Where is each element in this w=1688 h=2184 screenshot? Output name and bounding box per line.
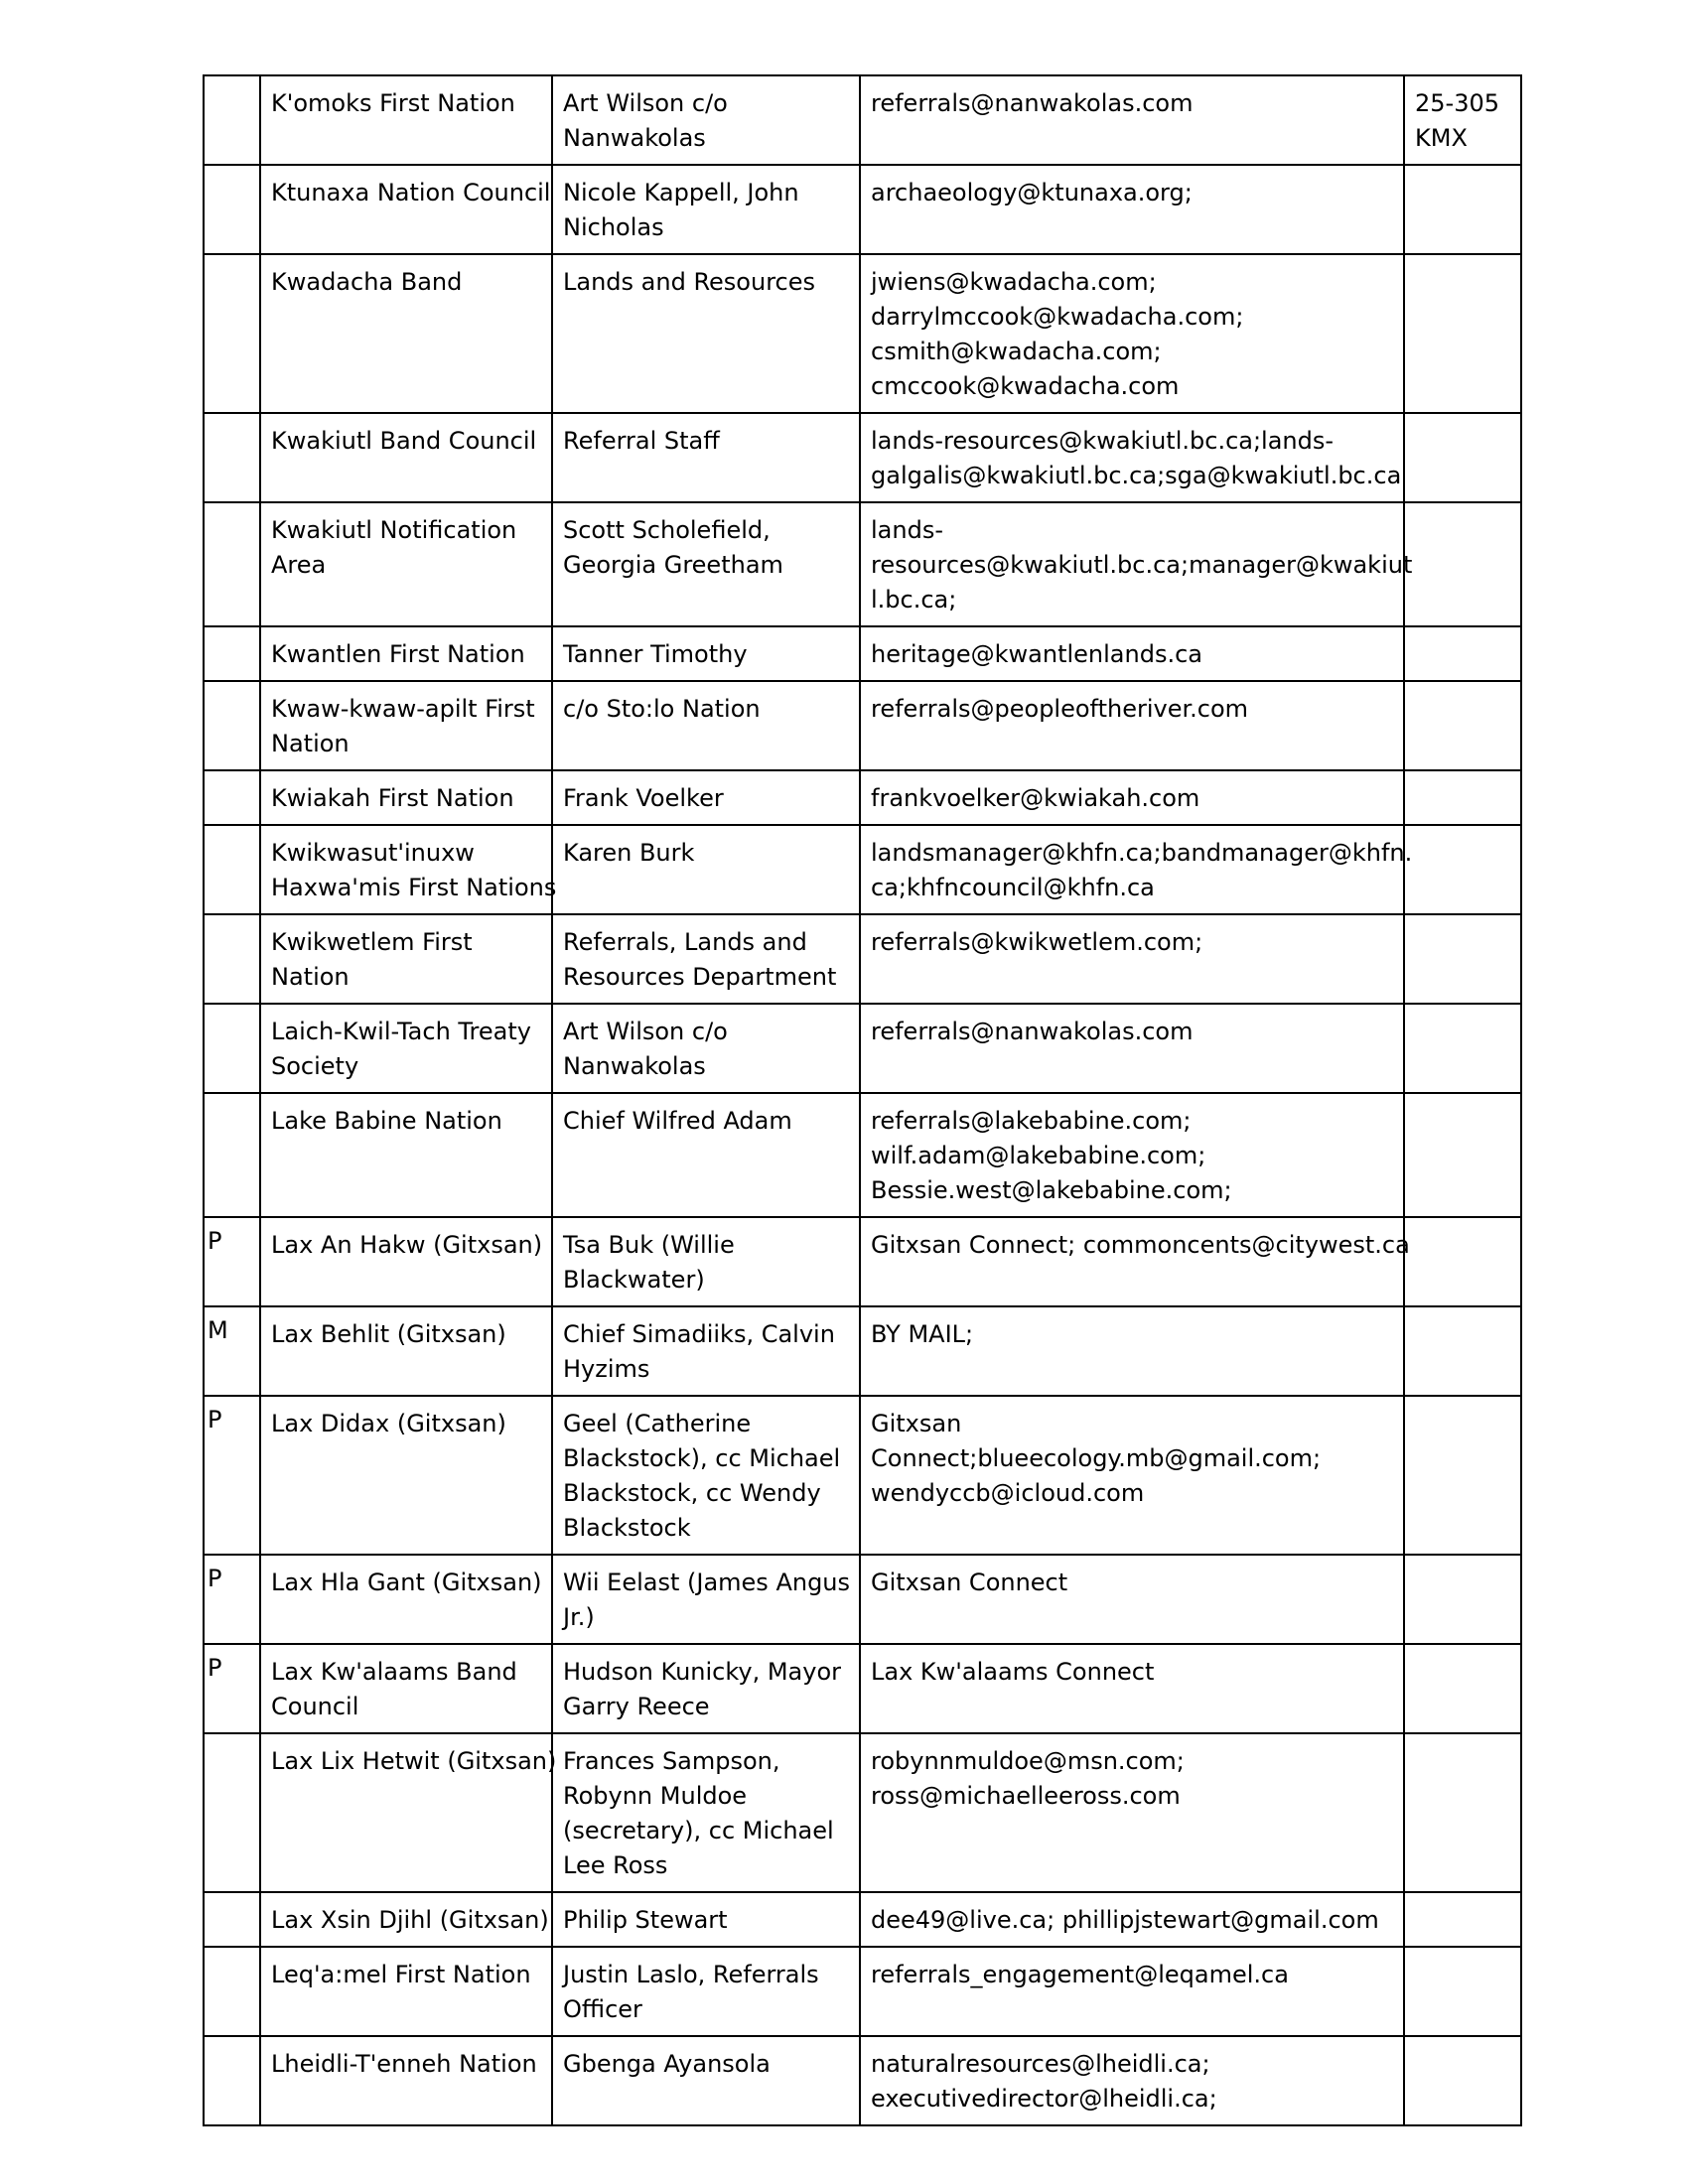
cell-line: Geel (Catherine [563, 1410, 752, 1437]
reference-notes-cell [1404, 1093, 1521, 1217]
email-cell [860, 1733, 1404, 1892]
cell-line: ross@michaelleeross.com [871, 1782, 1181, 1810]
cell-line: archaeology@ktunaxa.org; [871, 179, 1193, 206]
email-cell [860, 825, 1413, 914]
nation-name-cell [260, 2036, 552, 2125]
table-row [204, 1644, 1521, 1733]
nation-name-cell [260, 626, 552, 681]
reference-notes-cell [1404, 75, 1521, 165]
contact-person-cell [552, 1396, 860, 1555]
nation-name-cell [260, 1947, 552, 2036]
cell-line: Nanwakolas [563, 124, 706, 152]
cell-line: Tanner Timothy [563, 640, 748, 668]
reference-notes-cell [1404, 1555, 1521, 1644]
contact-person-cell [552, 626, 860, 681]
status-mark-cell [204, 1093, 260, 1217]
cell-line: robynnmuldoe@msn.com; [871, 1747, 1185, 1775]
status-mark-cell [204, 770, 260, 825]
email-cell [860, 254, 1404, 413]
nation-name-cell [260, 165, 552, 254]
reference-notes-cell [1404, 626, 1521, 681]
status-mark-cell [204, 1947, 260, 2036]
table-row [204, 1004, 1521, 1093]
email-cell [860, 1093, 1404, 1217]
table-row [204, 254, 1521, 413]
cell-line: Lands and Resources [563, 268, 816, 296]
contacts-table [203, 74, 1522, 2126]
nation-name-cell [260, 1217, 552, 1306]
contact-person-cell [552, 770, 860, 825]
reference-notes-cell [1404, 681, 1521, 770]
contact-person-cell [552, 1644, 860, 1733]
table-row [204, 626, 1521, 681]
reference-notes-cell [1404, 413, 1521, 502]
cell-line: Connect;blueecology.mb@gmail.com; [871, 1444, 1322, 1472]
nation-name-cell [260, 1396, 552, 1555]
cell-line: Hyzims [563, 1355, 650, 1383]
cell-line: Lheidli-T'enneh Nation [271, 2050, 537, 2078]
cell-line: Lee Ross [563, 1851, 668, 1879]
cell-line: Kwiakah First Nation [271, 784, 514, 812]
status-mark-cell [204, 1555, 260, 1644]
contact-person-cell [552, 413, 860, 502]
cell-line: Nicole Kappell, John [563, 179, 799, 206]
email-cell [860, 1947, 1404, 2036]
cell-line: Haxwa'mis First Nations [271, 874, 557, 901]
nation-name-cell [260, 413, 552, 502]
cell-line: Gitxsan Connect; commoncents@citywest.ca [871, 1231, 1410, 1259]
cell-line: Lax An Hakw (Gitxsan) [271, 1231, 543, 1259]
nation-name-cell [260, 1555, 552, 1644]
cell-line: Hudson Kunicky, Mayor [563, 1658, 842, 1686]
cell-line: Chief Simadiiks, Calvin [563, 1320, 835, 1348]
nation-name-cell [260, 681, 552, 770]
cell-line: Scott Scholefield, [563, 516, 771, 544]
contact-person-cell [552, 254, 860, 413]
cell-line: Kwadacha Band [271, 268, 463, 296]
status-mark-cell [204, 681, 260, 770]
cell-line: referrals@nanwakolas.com [871, 1018, 1194, 1045]
status-mark: P [208, 1406, 222, 1433]
nation-name-cell [260, 770, 552, 825]
cell-line: KMX [1415, 124, 1468, 152]
email-cell [860, 502, 1413, 626]
cell-line: Kwikwetlem First [271, 928, 473, 956]
cell-line: Ktunaxa Nation Council [271, 179, 551, 206]
cell-line: Garry Reece [563, 1693, 710, 1720]
cell-line: wendyccb@icloud.com [871, 1479, 1145, 1507]
cell-line: Leq'a:mel First Nation [271, 1961, 531, 1988]
reference-notes-cell [1404, 1892, 1521, 1947]
cell-line: Nation [271, 963, 350, 991]
cell-line: naturalresources@lheidli.ca; [871, 2050, 1210, 2078]
cell-line: BY MAIL; [871, 1320, 974, 1348]
cell-line: Council [271, 1693, 359, 1720]
status-mark-cell [204, 1733, 260, 1892]
cell-line: Blackwater) [563, 1266, 705, 1294]
cell-line: Gitxsan Connect [871, 1569, 1068, 1596]
cell-line: csmith@kwadacha.com; [871, 338, 1162, 365]
contact-person-cell [552, 1733, 860, 1892]
cell-line: Blackstock, cc Wendy [563, 1479, 821, 1507]
cell-line: referrals@peopleoftheriver.com [871, 695, 1249, 723]
cell-line: wilf.adam@lakebabine.com; [871, 1142, 1206, 1169]
email-cell [860, 165, 1404, 254]
contact-person-cell [552, 2036, 860, 2125]
cell-line: Referrals, Lands and [563, 928, 807, 956]
cell-line: Blackstock), cc Michael [563, 1444, 841, 1472]
table-row [204, 1947, 1521, 2036]
cell-line: Lax Kw'alaams Connect [871, 1658, 1155, 1686]
contact-person-cell [552, 1004, 860, 1093]
email-cell [860, 1396, 1404, 1555]
status-mark-cell [204, 413, 260, 502]
status-mark-cell [204, 75, 260, 165]
email-cell [860, 75, 1404, 165]
cell-line: Laich-Kwil-Tach Treaty [271, 1018, 531, 1045]
cell-line: l.bc.ca; [871, 586, 957, 614]
cell-line: Lax Xsin Djihl (Gitxsan) [271, 1906, 549, 1934]
cell-line: Frank Voelker [563, 784, 724, 812]
cell-line: landsmanager@khfn.ca;bandmanager@khfn. [871, 839, 1413, 867]
table-row [204, 1306, 1521, 1396]
table-row [204, 1892, 1521, 1947]
table-row [204, 1396, 1521, 1555]
cell-line: Justin Laslo, Referrals [563, 1961, 819, 1988]
reference-notes-cell [1404, 254, 1521, 413]
table-row [204, 165, 1521, 254]
cell-line: Gbenga Ayansola [563, 2050, 771, 2078]
cell-line: Nation [271, 730, 350, 757]
cell-line: lands- [871, 516, 943, 544]
table-row [204, 2036, 1521, 2125]
table-row [204, 1217, 1521, 1306]
cell-line: dee49@live.ca; phillipjstewart@gmail.com [871, 1906, 1379, 1934]
contact-person-cell [552, 75, 860, 165]
status-mark: M [208, 1316, 228, 1344]
email-cell [860, 1004, 1404, 1093]
status-mark-cell [204, 254, 260, 413]
status-mark-cell [204, 1217, 260, 1306]
cell-line: Art Wilson c/o [563, 89, 728, 117]
contacts-table-body [204, 75, 1521, 2125]
cell-line: Resources Department [563, 963, 837, 991]
email-cell [860, 1644, 1404, 1733]
email-cell [860, 1892, 1404, 1947]
nation-name-cell [260, 254, 552, 413]
contact-person-cell [552, 165, 860, 254]
nation-name-cell [260, 1004, 552, 1093]
nation-name-cell [260, 1306, 552, 1396]
cell-line: frankvoelker@kwiakah.com [871, 784, 1200, 812]
cell-line: Tsa Buk (Willie [563, 1231, 735, 1259]
cell-line: galgalis@kwakiutl.bc.ca;sga@kwakiutl.bc.ca [871, 462, 1402, 489]
cell-line: Lake Babine Nation [271, 1107, 502, 1135]
email-cell [860, 413, 1404, 502]
status-mark-cell [204, 1306, 260, 1396]
reference-notes-cell [1404, 825, 1521, 914]
table-row [204, 1093, 1521, 1217]
table-row [204, 1733, 1521, 1892]
table-row [204, 914, 1521, 1004]
cell-line: executivedirector@lheidli.ca; [871, 2085, 1217, 2113]
cell-line: Officer [563, 1995, 642, 2023]
cell-line: Nanwakolas [563, 1052, 706, 1080]
reference-notes-cell [1404, 502, 1521, 626]
cell-line: Lax Behlit (Gitxsan) [271, 1320, 506, 1348]
cell-line: cmccook@kwadacha.com [871, 372, 1180, 400]
contact-person-cell [552, 1217, 860, 1306]
reference-notes-cell [1404, 1733, 1521, 1892]
status-mark-cell [204, 502, 260, 626]
cell-line: Kwaw-kwaw-apilt First [271, 695, 535, 723]
table-row [204, 825, 1521, 914]
cell-line: lands-resources@kwakiutl.bc.ca;lands- [871, 427, 1335, 455]
nation-name-cell [260, 502, 552, 626]
contact-person-cell [552, 1306, 860, 1396]
email-cell [860, 2036, 1404, 2125]
cell-line: Lax Didax (Gitxsan) [271, 1410, 506, 1437]
email-cell [860, 770, 1404, 825]
contact-person-cell [552, 681, 860, 770]
email-cell [860, 1217, 1410, 1306]
cell-line: Area [271, 551, 327, 579]
cell-line: Kwantlen First Nation [271, 640, 525, 668]
contact-person-cell [552, 914, 860, 1004]
contact-person-cell [552, 1093, 860, 1217]
cell-line: referrals@lakebabine.com; [871, 1107, 1192, 1135]
status-mark-cell [204, 1004, 260, 1093]
cell-line: Kwakiutl Notification [271, 516, 517, 544]
nation-name-cell [260, 914, 552, 1004]
contact-person-cell [552, 1555, 860, 1644]
table-row [204, 75, 1521, 165]
cell-line: resources@kwakiutl.bc.ca;manager@kwakiut [871, 551, 1413, 579]
cell-line: ca;khfncouncil@khfn.ca [871, 874, 1155, 901]
cell-line: Georgia Greetham [563, 551, 783, 579]
reference-notes-cell [1404, 165, 1521, 254]
email-cell [860, 626, 1404, 681]
email-cell [860, 1306, 1404, 1396]
cell-line: c/o Sto:lo Nation [563, 695, 761, 723]
cell-line: Art Wilson c/o [563, 1018, 728, 1045]
reference-notes-cell [1404, 1947, 1521, 2036]
contact-person-cell [552, 1892, 860, 1947]
nation-name-cell [260, 1093, 552, 1217]
cell-line: Kwikwasut'inuxw [271, 839, 475, 867]
cell-line: jwiens@kwadacha.com; [871, 268, 1157, 296]
cell-line: darrylmccook@kwadacha.com; [871, 303, 1244, 331]
reference-notes-cell [1404, 1396, 1521, 1555]
nation-name-cell [260, 825, 557, 914]
cell-line: 25-305 [1415, 89, 1500, 117]
reference-notes-cell [1404, 1306, 1521, 1396]
nation-name-cell [260, 1892, 552, 1947]
status-mark-cell [204, 2036, 260, 2125]
table-row [204, 681, 1521, 770]
cell-line: referrals@nanwakolas.com [871, 89, 1194, 117]
cell-line: Chief Wilfred Adam [563, 1107, 792, 1135]
cell-line: Referral Staff [563, 427, 720, 455]
reference-notes-cell [1404, 1644, 1521, 1733]
cell-line: Karen Burk [563, 839, 695, 867]
cell-line: Robynn Muldoe [563, 1782, 748, 1810]
cell-line: Blackstock [563, 1514, 691, 1542]
table-row [204, 413, 1521, 502]
status-mark-cell [204, 1892, 260, 1947]
status-mark-cell [204, 825, 260, 914]
status-mark: P [208, 1654, 222, 1682]
cell-line: Lax Hla Gant (Gitxsan) [271, 1569, 542, 1596]
nation-name-cell [260, 1644, 552, 1733]
status-mark-cell [204, 1644, 260, 1733]
cell-line: K'omoks First Nation [271, 89, 515, 117]
cell-line: Wii Eelast (James Angus [563, 1569, 851, 1596]
cell-line: Lax Kw'alaams Band [271, 1658, 517, 1686]
cell-line: Nicholas [563, 213, 664, 241]
nation-name-cell [260, 75, 552, 165]
cell-line: referrals@kwikwetlem.com; [871, 928, 1203, 956]
email-cell [860, 1555, 1404, 1644]
reference-notes-cell [1404, 914, 1521, 1004]
cell-line: Society [271, 1052, 359, 1080]
cell-line: Gitxsan [871, 1410, 962, 1437]
table-row [204, 502, 1521, 626]
table-row [204, 1555, 1521, 1644]
status-mark-cell [204, 626, 260, 681]
reference-notes-cell [1404, 1004, 1521, 1093]
status-mark: P [208, 1565, 222, 1592]
cell-line: Jr.) [563, 1603, 595, 1631]
cell-line: heritage@kwantlenlands.ca [871, 640, 1202, 668]
reference-notes-cell [1404, 770, 1521, 825]
table-row [204, 770, 1521, 825]
cell-line: referrals_engagement@leqamel.ca [871, 1961, 1289, 1988]
email-cell [860, 681, 1404, 770]
email-cell [860, 914, 1404, 1004]
cell-line: Philip Stewart [563, 1906, 728, 1934]
contact-person-cell [552, 1947, 860, 2036]
cell-line: (secretary), cc Michael [563, 1817, 834, 1844]
nation-name-cell [260, 1733, 557, 1892]
status-mark: P [208, 1227, 222, 1255]
reference-notes-cell [1404, 1217, 1521, 1306]
contact-person-cell [552, 502, 860, 626]
status-mark-cell [204, 1396, 260, 1555]
cell-line: Lax Lix Hetwit (Gitxsan) [271, 1747, 557, 1775]
status-mark-cell [204, 165, 260, 254]
cell-line: Frances Sampson, [563, 1747, 780, 1775]
reference-notes-cell [1404, 2036, 1521, 2125]
cell-line: Kwakiutl Band Council [271, 427, 537, 455]
contact-person-cell [552, 825, 860, 914]
cell-line: Bessie.west@lakebabine.com; [871, 1176, 1232, 1204]
status-mark-cell [204, 914, 260, 1004]
